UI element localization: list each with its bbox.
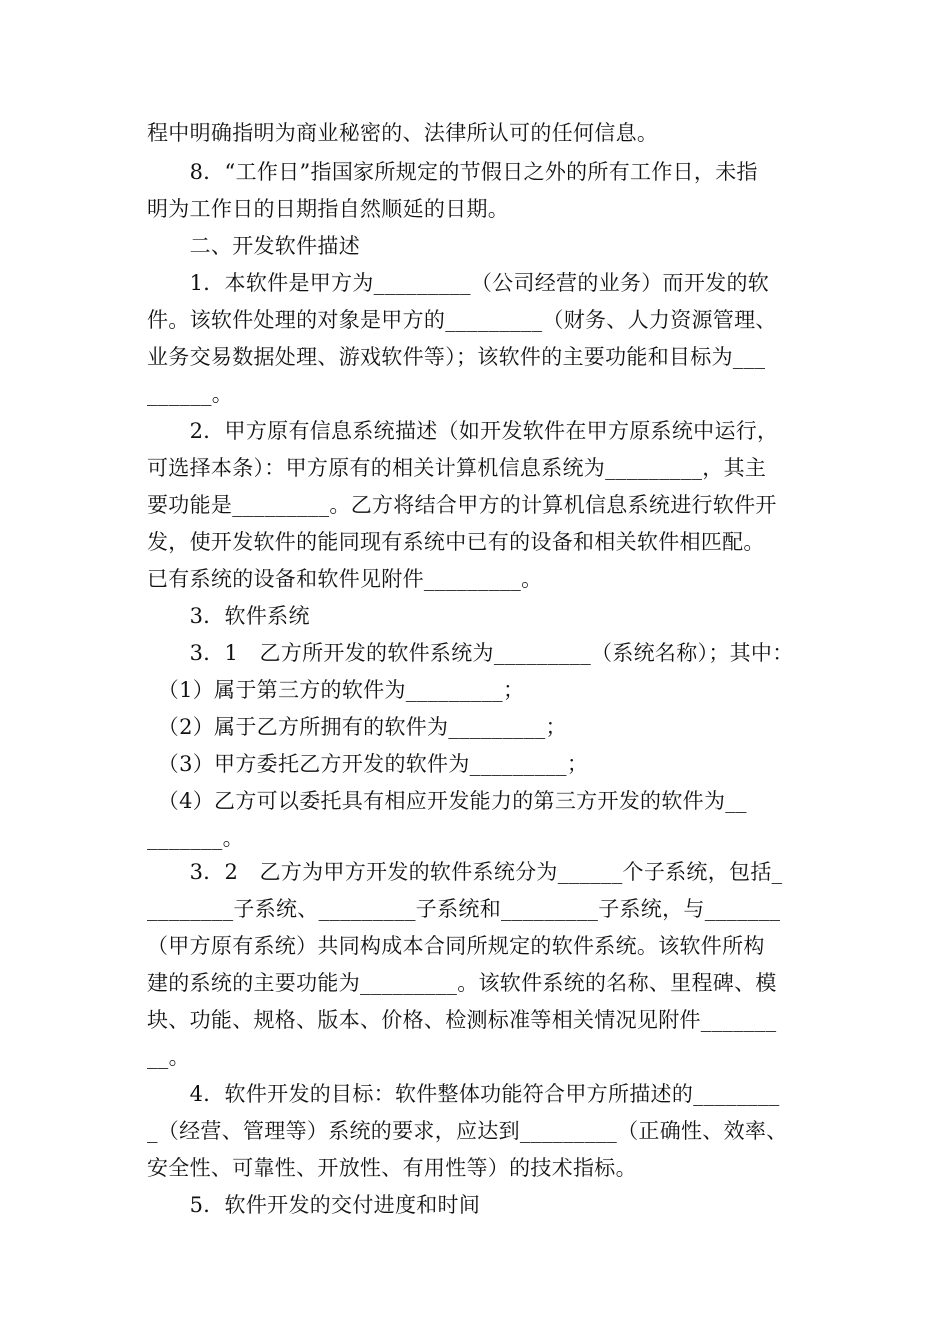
list-item: （1）属于第三方的软件为_________； bbox=[147, 678, 525, 702]
text-line: 发，使开发软件的能同现有系统中已有的设备和相关软件相匹配。 bbox=[147, 530, 765, 554]
text-line: 3．2 乙方为甲方开发的软件系统分为______个子系统，包括_ bbox=[147, 860, 783, 884]
text-line: 8．“工作日”指国家所规定的节假日之外的所有工作日，未指 bbox=[147, 160, 758, 184]
text-line: 已有系统的设备和软件见附件_________。 bbox=[147, 567, 543, 591]
text-line: 明为工作日的日期指自然顺延的日期。 bbox=[147, 197, 510, 221]
text-line: 4．软件开发的目标：软件整体功能符合甲方所描述的________ bbox=[147, 1082, 780, 1106]
section-heading: 二、开发软件描述 bbox=[147, 234, 360, 258]
text-line: ________子系统、_________子系统和_________子系统，与_______ bbox=[147, 897, 781, 921]
text-line: 1．本软件是甲方为_________（公司经营的业务）而开发的软 bbox=[147, 271, 770, 295]
text-line: 块、功能、规格、版本、价格、检测标准等相关情况见附件_______ bbox=[147, 1008, 777, 1032]
text-line: _______。 bbox=[147, 826, 244, 850]
list-item: （4）乙方可以委托具有相应开发能力的第三方开发的软件为__ bbox=[147, 789, 747, 813]
text-line: 2．甲方原有信息系统描述（如开发软件在甲方原系统中运行， bbox=[147, 419, 779, 443]
text-line: 可选择本条）：甲方原有的相关计算机信息系统为_________，其主 bbox=[147, 456, 767, 480]
text-line: 3．1 乙方所开发的软件系统为_________（系统名称）；其中： bbox=[147, 641, 794, 665]
text-line: 安全性、可靠性、开放性、有用性等）的技术指标。 bbox=[147, 1156, 637, 1180]
text-line: __。 bbox=[147, 1045, 190, 1069]
text-line: （甲方原有系统）共同构成本合同所规定的软件系统。该软件所构 bbox=[147, 934, 765, 958]
text-line: 要功能是_________。乙方将结合甲方的计算机信息系统进行软件开 bbox=[147, 493, 777, 517]
list-item: （3）甲方委托乙方开发的软件为_________； bbox=[147, 752, 589, 776]
text-line: ______。 bbox=[147, 382, 234, 406]
text-line: 件。该软件处理的对象是甲方的_________（财务、人力资源管理、 bbox=[147, 308, 777, 332]
text-line: _（经营、管理等）系统的要求，应达到_________（正确性、效率、 bbox=[147, 1119, 788, 1143]
section-heading: 3．软件系统 bbox=[147, 604, 310, 628]
text-line: 程中明确指明为商业秘密的、法律所认可的任何信息。 bbox=[147, 121, 659, 145]
list-item: （2）属于乙方所拥有的软件为_________； bbox=[147, 715, 567, 739]
text-line: 业务交易数据处理、游戏软件等）；该软件的主要功能和目标为___ bbox=[147, 345, 766, 369]
text-line: 建的系统的主要功能为_________。该软件系统的名称、里程碑、模 bbox=[147, 971, 777, 995]
section-heading: 5．软件开发的交付进度和时间 bbox=[147, 1193, 481, 1217]
